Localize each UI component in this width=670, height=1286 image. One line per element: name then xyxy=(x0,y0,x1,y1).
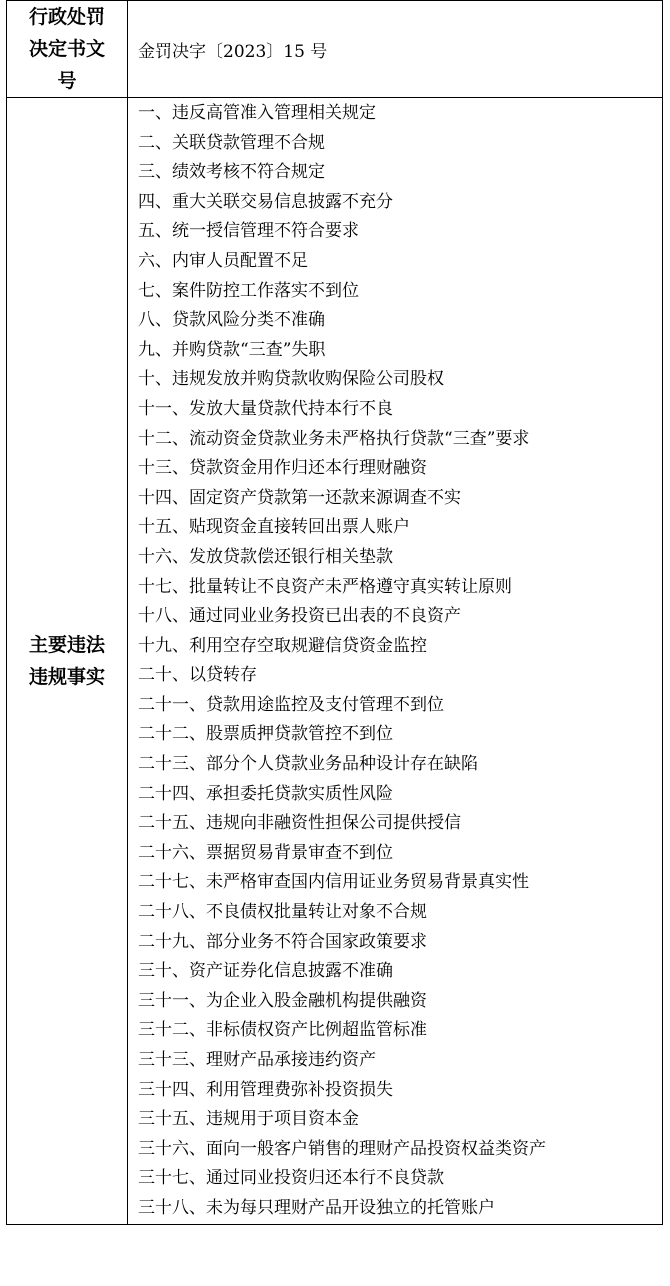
violation-item: 五、统一授信管理不符合要求 xyxy=(138,221,359,242)
violation-item: 十八、通过同业业务投资已出表的不良资产 xyxy=(138,606,461,627)
violation-item: 十四、固定资产贷款第一还款来源调查不实 xyxy=(138,487,461,508)
violation-item: 二十八、不良债权批量转让对象不合规 xyxy=(138,902,427,923)
violation-item: 四、重大关联交易信息披露不充分 xyxy=(138,191,393,212)
violation-item: 二、关联贷款管理不合规 xyxy=(138,132,325,153)
label-line: 违规事实 xyxy=(28,665,105,688)
violation-item: 二十一、贷款用途监控及支付管理不到位 xyxy=(138,694,444,715)
decision-number-row xyxy=(7,1,663,98)
violation-item: 十六、发放贷款偿还银行相关垫款 xyxy=(138,546,393,567)
violation-item: 二十七、未严格审查国内信用证业务贸易背景真实性 xyxy=(138,872,529,893)
violation-item: 三十八、未为每只理财产品开设独立的托管账户 xyxy=(138,1197,495,1218)
violation-item: 二十二、股票质押贷款管控不到位 xyxy=(138,724,393,745)
violations-label xyxy=(7,98,128,1225)
violation-item: 六、内审人员配置不足 xyxy=(138,250,308,271)
decision-number-value: 金罚决字〔2023〕15 号 xyxy=(138,41,328,62)
violation-item: 三十四、利用管理费弥补投资损失 xyxy=(138,1079,393,1100)
violation-item: 三十三、理财产品承接违约资产 xyxy=(138,1050,376,1070)
violation-item: 三、绩效考核不符合规定 xyxy=(138,162,325,183)
violation-item: 三十、资产证券化信息披露不准确 xyxy=(138,961,393,982)
label-line: 决定书文 xyxy=(28,38,105,60)
violation-item: 十三、贷款资金用作归还本行理财融资 xyxy=(138,458,427,479)
violation-item: 十七、批量转让不良资产未严格遵守真实转让原则 xyxy=(138,576,512,597)
label-line: 行政处罚 xyxy=(28,6,105,28)
violation-item: 二十四、承担委托贷款实质性风险 xyxy=(138,783,393,804)
violation-item: 十五、贴现资金直接转回出票人账户 xyxy=(138,517,410,538)
decision-number-label xyxy=(7,1,128,98)
violation-item: 十一、发放大量贷款代持本行不良 xyxy=(138,398,393,419)
violations-list xyxy=(128,98,663,1225)
violation-item: 九、并购贷款“三查”失职 xyxy=(138,339,326,360)
violation-item: 一、违反高管准入管理相关规定 xyxy=(138,103,376,123)
violation-item: 三十一、为企业入股金融机构提供融资 xyxy=(138,990,427,1011)
penalty-table xyxy=(6,0,663,1225)
violation-item: 七、案件防控工作落实不到位 xyxy=(138,280,359,301)
violation-item: 二十九、部分业务不符合国家政策要求 xyxy=(138,931,427,952)
violation-item: 十九、利用空存空取规避信贷资金监控 xyxy=(138,635,427,656)
violation-items xyxy=(138,99,662,1224)
violation-item: 十、违规发放并购贷款收购保险公司股权 xyxy=(138,369,444,390)
violation-item: 十二、流动资金贷款业务未严格执行贷款“三查”要求 xyxy=(138,428,530,449)
violation-item: 二十、以贷转存 xyxy=(138,665,257,686)
violation-item: 三十二、非标债权资产比例超监管标准 xyxy=(138,1020,427,1041)
violation-item: 二十三、部分个人贷款业务品种设计存在缺陷 xyxy=(138,754,478,775)
violation-item: 三十七、通过同业投资归还本行不良贷款 xyxy=(138,1168,444,1189)
label-line: 号 xyxy=(57,70,77,92)
decision-number-cell xyxy=(128,1,663,98)
violation-item: 八、贷款风险分类不准确 xyxy=(138,310,325,331)
violation-item: 二十六、票据贸易背景审查不到位 xyxy=(138,842,393,863)
violation-item: 三十六、面向一般客户销售的理财产品投资权益类资产 xyxy=(138,1138,546,1159)
violations-row xyxy=(7,98,663,1225)
violation-item: 三十五、违规用于项目资本金 xyxy=(138,1109,359,1130)
label-line: 主要违法 xyxy=(28,633,105,656)
violation-item: 二十五、违规向非融资性担保公司提供授信 xyxy=(138,813,461,834)
